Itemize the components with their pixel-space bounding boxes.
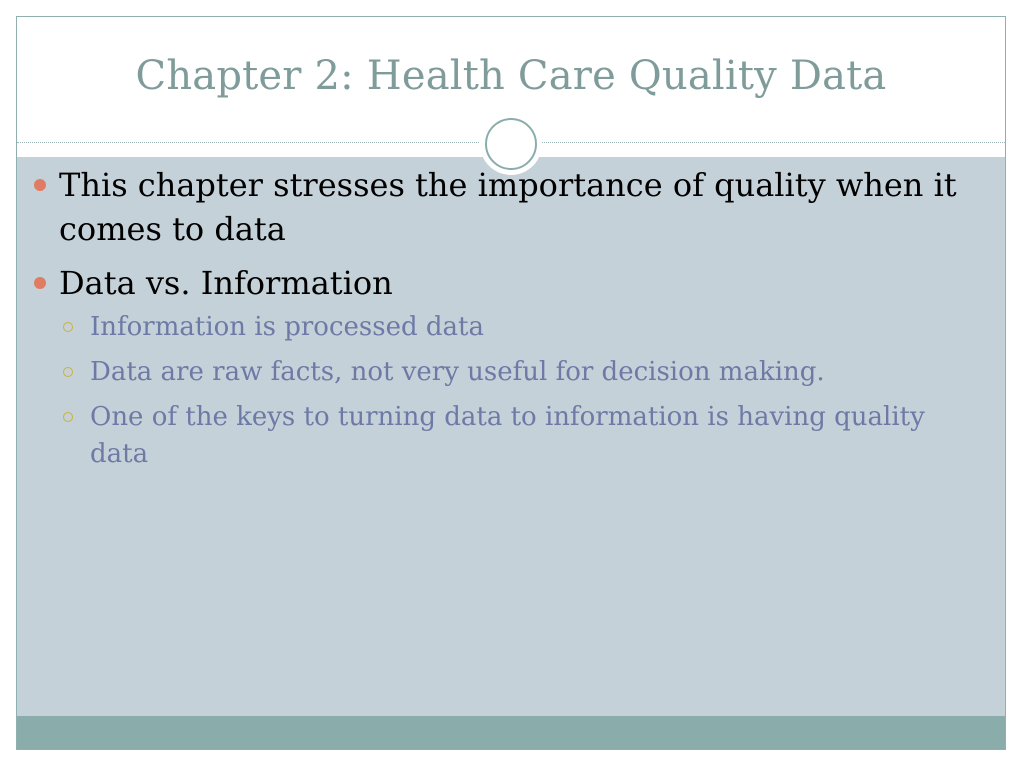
bullet-text: Data vs. Information [59, 264, 393, 302]
hollow-circle-icon [63, 322, 73, 332]
sub-bullet-item [28, 309, 968, 346]
filled-circle-icon [34, 179, 46, 191]
bullet-item [28, 163, 968, 251]
bullet-item [28, 261, 968, 305]
filled-circle-icon [34, 277, 46, 289]
bullet-list [28, 163, 968, 481]
sub-bullet-text: One of the keys to turning data to information is having quality data [90, 402, 925, 469]
sub-bullet-item [28, 399, 968, 473]
hollow-circle-icon [63, 367, 73, 377]
slide-title: Chapter 2: Health Care Quality Data [135, 53, 887, 99]
hollow-circle-icon [63, 412, 73, 422]
sub-bullet-text: Data are raw facts, not very useful for decision making. [90, 357, 825, 387]
sub-bullet-text: Information is processed data [90, 312, 484, 342]
sub-bullet-item [28, 354, 968, 391]
footer-bar [17, 716, 1005, 750]
bullet-text: This chapter stresses the importance of quality when it comes to data [59, 166, 957, 248]
